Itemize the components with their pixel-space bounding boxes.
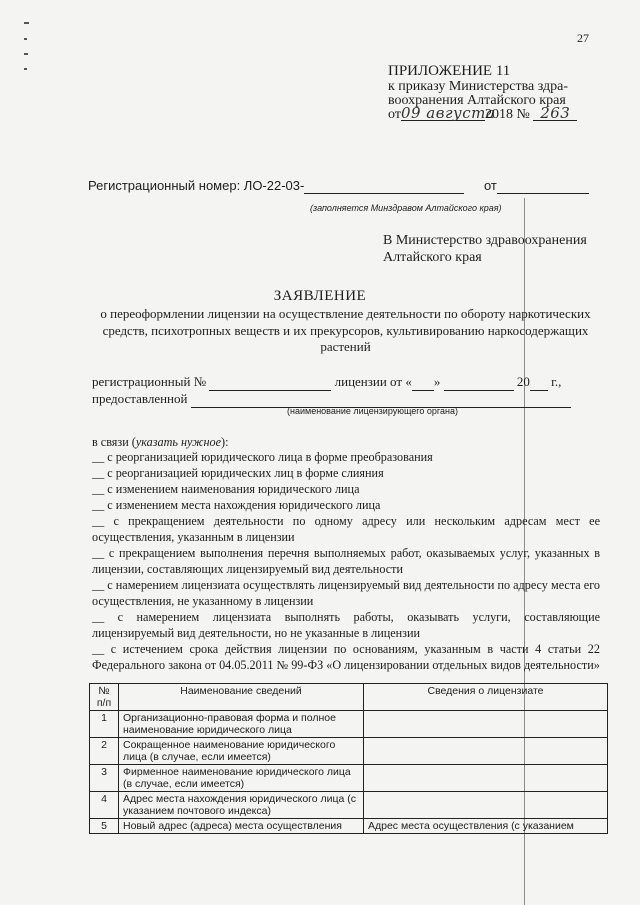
licensing-body-note: (наименование лицензирующего органа) — [287, 406, 458, 416]
document-subtitle: о переоформлении лицензии на осуществление деятельности по обороту наркотических средств, психотропных веществ и их прекурсоров, культивированию наркосодержащих растений — [100, 306, 591, 354]
license-month-field — [444, 374, 514, 391]
reason-item: __ с намерением лицензиата осуществлять лицензируемый вид деятельности по адресу места его осуществления, не указанному в лицензии — [92, 578, 600, 608]
reasons-intro — [92, 434, 229, 450]
margin-mark — [24, 38, 27, 40]
granted-label: предоставленной — [92, 391, 188, 406]
table-header-row — [90, 684, 608, 711]
appendix-line-2: воохранения Алтайского края — [388, 93, 566, 108]
row-field-name: Фирменное наименование юридического лица (в случае, если имеется) — [119, 765, 364, 792]
page-number: 27 — [577, 31, 589, 45]
registration-label: Регистрационный номер: ЛО-22-03- — [88, 178, 305, 193]
row-number: 2 — [90, 738, 119, 765]
license-year-field — [530, 374, 548, 391]
reason-item: __ с прекращением деятельности по одному адресу или нескольким адресам мест ее осуществления, указанным в лицензии — [92, 514, 600, 544]
addressee-line-1: В Министерство здравоохранения — [383, 233, 587, 248]
license-from-label: лицензии от « — [334, 374, 412, 389]
appendix-date-line — [388, 106, 577, 122]
reg-number-field — [209, 374, 331, 391]
reason-item: __ с реорганизацией юридических лиц в форме слияния — [92, 466, 384, 480]
row-value[interactable]: Адрес места осуществления (с указанием — [364, 819, 608, 834]
license-number-line — [92, 374, 561, 391]
registration-date-field — [497, 178, 589, 194]
registration-note: (заполняется Минздравом Алтайского края) — [310, 203, 502, 213]
header-licensee: Сведения о лицензиате — [364, 684, 608, 711]
row-field-name: Адрес места нахождения юридического лица (с указанием почтового индекса) — [119, 792, 364, 819]
date-prefix: от — [388, 107, 401, 122]
row-value[interactable] — [364, 765, 608, 792]
row-number: 3 — [90, 765, 119, 792]
reason-item: __ с прекращением выполнения перечня выполняемых работ, оказываемых услуг, указанных в лицензии, составляющих лицензируемый вид деятельности — [92, 546, 600, 576]
row-number: 1 — [90, 711, 119, 738]
reason-item: __ с изменением наименования юридического лица — [92, 482, 360, 496]
reg-number-label: регистрационный № — [92, 374, 207, 389]
appendix-title: ПРИЛОЖЕНИЕ 11 — [388, 63, 511, 79]
reason-item: __ с реорганизацией юридического лица в форме преобразования — [92, 450, 433, 464]
reasons-intro-italic: указать нужное — [135, 435, 222, 449]
table-row — [90, 819, 608, 834]
header-number: № п/п — [90, 684, 119, 711]
row-value[interactable] — [364, 792, 608, 819]
margin-mark — [24, 22, 29, 24]
reasons-intro-end: ): — [221, 435, 229, 449]
table-row — [90, 738, 608, 765]
reason-item: __ с изменением места нахождения юридического лица — [92, 498, 381, 512]
row-field-name: Сокращенное наименование юридического лица (в случае, если имеется) — [119, 738, 364, 765]
reason-item: __ с истечением срока действия лицензии по основаниям, указанным в части 4 статьи 22 Федерального закона от 04.05.2011 № 99-ФЗ «О лицензировании отдельных видов деятельности» — [92, 642, 600, 672]
year-prefix: 20 — [516, 374, 530, 389]
date-handwritten: 09 августа — [400, 104, 496, 122]
order-number-handwritten: 263 — [533, 106, 577, 121]
row-value[interactable] — [364, 738, 608, 765]
addressee-line-2: Алтайского края — [383, 250, 482, 265]
table-row — [90, 765, 608, 792]
year-suffix: г., — [551, 374, 562, 389]
licensee-info-table — [89, 683, 608, 834]
header-name: Наименование сведений — [119, 684, 364, 711]
reasons-intro-start: в связи ( — [92, 435, 136, 449]
year-number: 2018 № — [484, 107, 530, 122]
close-quote: » — [433, 374, 441, 389]
margin-mark — [24, 68, 27, 70]
table-row — [90, 792, 608, 819]
registration-from-label: от — [483, 178, 497, 193]
registration-number-field — [304, 178, 464, 194]
document-title: ЗАЯВЛЕНИЕ — [273, 288, 367, 304]
registration-line — [88, 178, 589, 194]
row-value[interactable] — [364, 711, 608, 738]
margin-mark — [24, 53, 28, 55]
row-number: 4 — [90, 792, 119, 819]
row-number: 5 — [90, 819, 119, 834]
reason-item: __ с намерением лицензиата выполнять работы, оказывать услуги, составляющие лицензируемый вид деятельности, но не указанные в лицензии — [92, 610, 600, 640]
license-day-field — [412, 374, 434, 391]
row-field-name: Новый адрес (адреса) места осуществления — [119, 819, 364, 834]
row-field-name: Организационно-правовая форма и полное наименование юридического лица — [119, 711, 364, 738]
table-row — [90, 711, 608, 738]
appendix-line-1: к приказу Министерства здра- — [388, 79, 569, 94]
